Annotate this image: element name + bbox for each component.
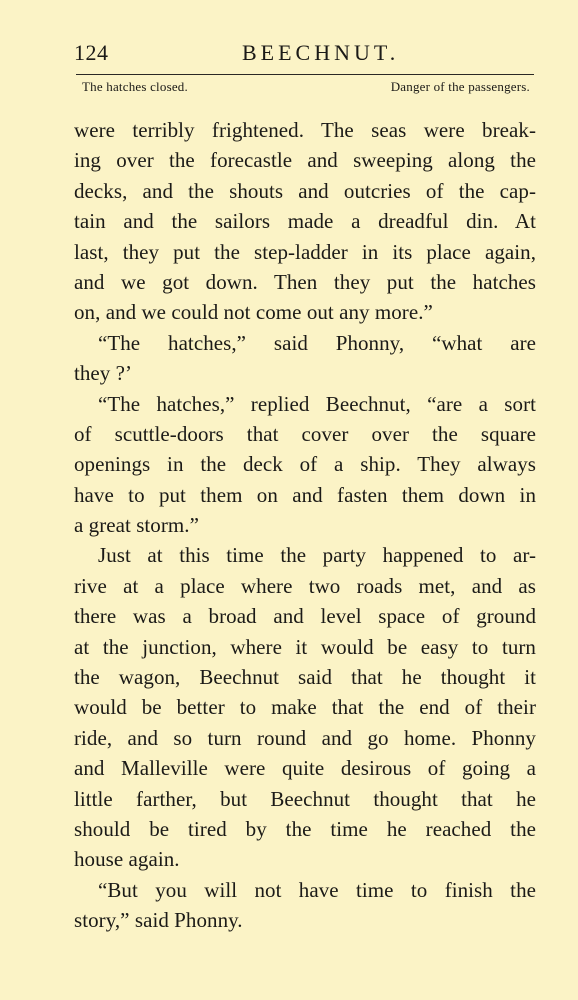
header-rule (76, 74, 534, 75)
text-line: at the junction, where it would be easy to turn (74, 634, 536, 659)
text-line: have to put them on and fasten them down in (74, 482, 536, 507)
text-line: story,” said Phonny. (74, 908, 243, 933)
running-head (74, 38, 536, 72)
text-line: openings in the deck of a ship. They always (74, 452, 536, 477)
book-title: BEECHNUT. (242, 40, 400, 65)
text-line: ing over the forecastle and sweeping along the (74, 148, 536, 173)
text-line: “But you will not have time to finish the (98, 877, 536, 902)
text-line: “The hatches,” said Phonny, “what are (98, 330, 536, 355)
sidenote-left: The hatches closed. (82, 79, 188, 94)
body-text (74, 115, 536, 936)
text-line: there was a broad and level space of ground (74, 604, 536, 629)
text-line: tain and the sailors made a dreadful din. At (74, 209, 536, 234)
text-line: “The hatches,” replied Beechnut, “are a sort (98, 391, 536, 416)
text-line: and we got down. Then they put the hatches (74, 269, 536, 294)
text-line: they ?’ (74, 361, 133, 386)
text-line: would be better to make that the end of their (74, 695, 536, 720)
text-line: Just at this time the party happened to ar- (98, 543, 536, 568)
text-line: little farther, but Beechnut thought that he (74, 786, 536, 811)
sidenote-right: Danger of the passengers. (390, 79, 530, 94)
text-line: on, and we could not come out any more.” (74, 300, 433, 325)
text-line: the wagon, Beechnut said that he thought it (74, 665, 536, 690)
text-line: a great storm.” (74, 513, 199, 538)
text-line: were terribly frightened. The seas were break- (74, 118, 536, 142)
text-line: last, they put the step-ladder in its place again, (74, 239, 536, 264)
text-line: should be tired by the time he reached the (74, 816, 536, 841)
text-line: decks, and the shouts and outcries of the cap- (74, 178, 536, 203)
text-line: ride, and so turn round and go home. Phonny (74, 725, 536, 750)
text-line: of scuttle-doors that cover over the square (74, 421, 536, 446)
page-number: 124 (74, 40, 109, 65)
text-line: house again. (74, 847, 180, 872)
text-line: rive at a place where two roads met, and as (74, 573, 536, 598)
text-line: and Malleville were quite desirous of going a (74, 756, 536, 781)
